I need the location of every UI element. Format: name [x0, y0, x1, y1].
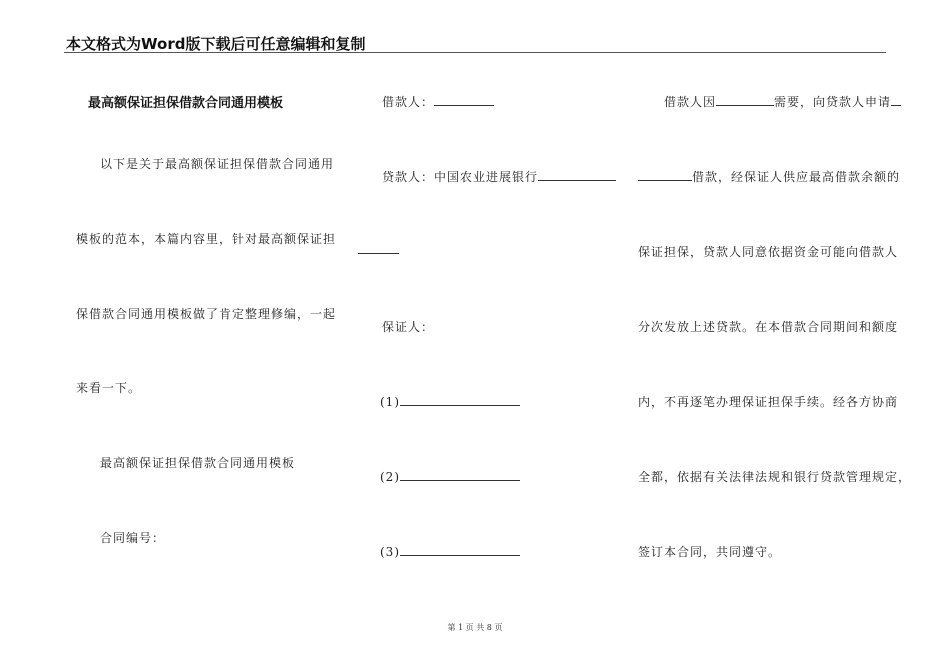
lender-blank	[538, 168, 616, 181]
amount-blank-start	[891, 93, 901, 106]
guarantor-item-2-blank	[400, 468, 520, 481]
intro-line-2: 模板的范本，本篇内容里，针对最高额保证担	[76, 232, 337, 246]
guarantor-label: 保证人：	[382, 320, 435, 334]
terms-line-7: 签订本合同，共同遵守。	[638, 545, 782, 559]
guarantor-item-3	[380, 543, 520, 559]
borrower-label: 借款人：	[382, 95, 435, 109]
page-number-footer: 第 1 页 共 8 页	[447, 623, 503, 632]
document-header-title: 本文格式为Word版下载后可任意编辑和复制	[66, 35, 366, 53]
guarantor-item-2	[380, 468, 520, 484]
intro-line-1: 以下是关于最高额保证担保借款合同通用	[100, 157, 335, 171]
guarantor-item-1-index: (1)	[380, 395, 400, 409]
terms-line-2	[638, 168, 900, 185]
terms-line-1-text: 借款人因	[664, 95, 717, 109]
guarantor-item-1	[380, 393, 520, 409]
guarantor-item-2-index: (2)	[380, 470, 400, 484]
contract-number-label: 合同编号：	[100, 531, 166, 545]
header-divider	[64, 52, 886, 53]
borrower-row	[382, 93, 494, 110]
guarantor-item-3-index: (3)	[380, 545, 400, 559]
terms-line-1-text-b: 需要，向贷款人申请	[774, 95, 892, 109]
intro-line-4: 来看一下。	[76, 381, 142, 395]
lender-continuation-blank	[358, 253, 399, 254]
lender-row	[382, 168, 616, 185]
terms-line-2-text: 借款，经保证人供应最高借款余额的	[692, 170, 901, 184]
guarantor-item-1-blank	[400, 393, 520, 406]
terms-line-5: 内，不再逐笔办理保证担保手续。经各方协商	[638, 395, 899, 409]
terms-line-4: 分次发放上述贷款。在本借款合同期间和额度	[638, 320, 899, 334]
purpose-blank	[716, 93, 774, 106]
guarantor-item-3-blank	[400, 543, 520, 556]
borrower-blank	[434, 93, 494, 106]
template-subtitle: 最高额保证担保借款合同通用模板	[100, 456, 296, 470]
terms-line-6: 全都，依据有关法律法规和银行贷款管理规定，	[638, 470, 912, 484]
intro-line-3: 保借款合同通用模板做了肯定整理修编，一起	[76, 307, 337, 321]
terms-line-3: 保证担保，贷款人同意依据资金可能向借款人	[638, 245, 899, 259]
document-title: 最高额保证担保借款合同通用模板	[88, 96, 284, 111]
terms-line-1	[664, 93, 901, 110]
lender-label: 贷款人：中国农业进展银行	[382, 170, 539, 184]
amount-blank	[638, 168, 692, 181]
